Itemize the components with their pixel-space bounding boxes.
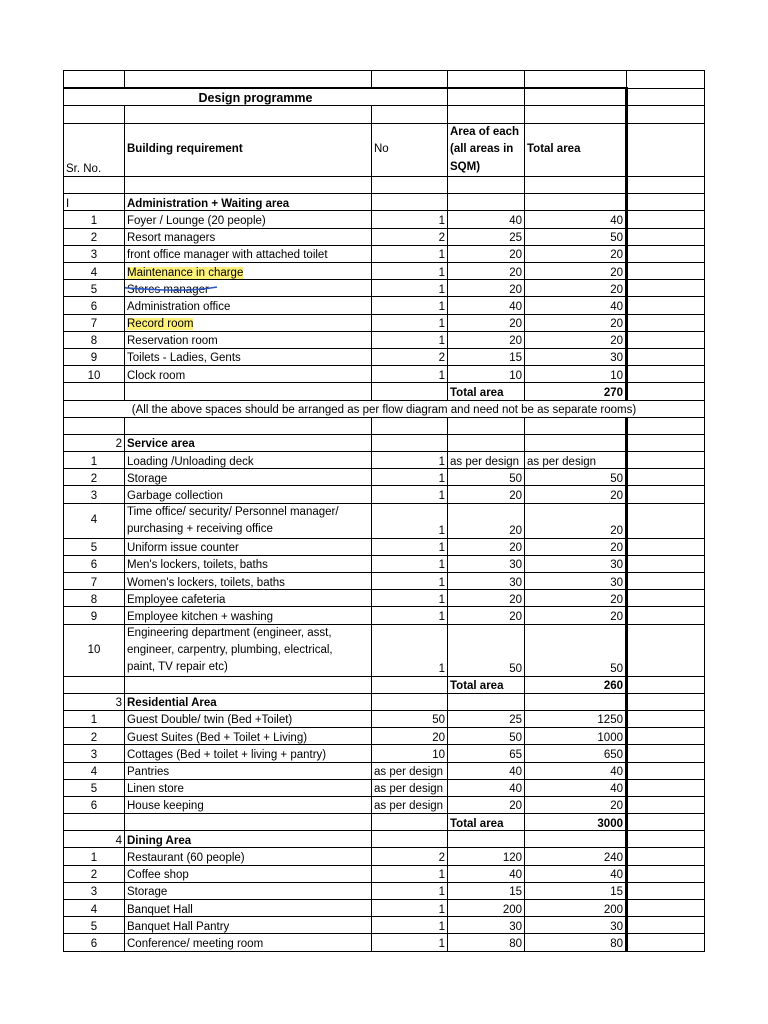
table-row <box>64 762 705 779</box>
row-total-area: 50 <box>525 228 627 245</box>
table-row <box>64 228 705 245</box>
row-area-each: 30 <box>448 555 525 572</box>
section-number: 2 <box>64 434 125 451</box>
header-no: No <box>372 123 448 177</box>
row-area-each: 120 <box>448 848 525 865</box>
row-count: as per design <box>372 762 448 779</box>
row-requirement: Garbage collection <box>125 486 372 503</box>
row-count: 2 <box>372 848 448 865</box>
row-sr-no: 4 <box>64 503 125 538</box>
section-number: 4 <box>64 831 125 848</box>
row-sr-no: 8 <box>64 590 125 607</box>
row-requirement: Stores manager <box>125 280 372 297</box>
row-requirement: Clock room <box>125 366 372 383</box>
row-count: 1 <box>372 538 448 555</box>
row-total-area: as per design <box>525 452 627 469</box>
section-name: Service area <box>125 434 372 451</box>
row-requirement: Foyer / Lounge (20 people) <box>125 211 372 228</box>
table-row <box>64 934 705 951</box>
row-count: as per design <box>372 796 448 813</box>
row-sr-no: 1 <box>64 848 125 865</box>
table-row <box>64 607 705 624</box>
table-row <box>64 297 705 314</box>
row-count: 20 <box>372 728 448 745</box>
row-count: 2 <box>372 348 448 365</box>
row-total-area: 20 <box>525 486 627 503</box>
total-row <box>64 383 705 400</box>
row-requirement: Banquet Hall Pantry <box>125 917 372 934</box>
table-row <box>64 590 705 607</box>
row-area-each: 200 <box>448 900 525 917</box>
row-requirement: Resort managers <box>125 228 372 245</box>
row-total-area: 40 <box>525 865 627 882</box>
header-building-requirement: Building requirement <box>125 123 372 177</box>
row-requirement: Men's lockers, toilets, baths <box>125 555 372 572</box>
total-value: 3000 <box>525 814 627 831</box>
row-count: 1 <box>372 486 448 503</box>
section-header-row <box>64 831 705 848</box>
row-count: 50 <box>372 710 448 727</box>
table-row <box>64 280 705 297</box>
row-total-area: 40 <box>525 211 627 228</box>
total-label: Total area <box>448 814 525 831</box>
row-requirement: Cottages (Bed + toilet + living + pantry) <box>125 745 372 762</box>
section-name: Administration + Waiting area <box>125 194 372 211</box>
row-count: 1 <box>372 882 448 899</box>
row-requirement: Administration office <box>125 297 372 314</box>
table-row <box>64 779 705 796</box>
row-count: 1 <box>372 469 448 486</box>
row-sr-no: 2 <box>64 728 125 745</box>
row-sr-no: 5 <box>64 917 125 934</box>
table-row <box>64 917 705 934</box>
table-row <box>64 503 705 538</box>
table-row <box>64 710 705 727</box>
row-area-each: 40 <box>448 297 525 314</box>
row-requirement: Employee cafeteria <box>125 590 372 607</box>
row-total-area: 30 <box>525 573 627 590</box>
row-area-each: 50 <box>448 624 525 676</box>
row-sr-no: 6 <box>64 555 125 572</box>
row-total-area: 20 <box>525 280 627 297</box>
row-requirement: Loading /Unloading deck <box>125 452 372 469</box>
table-row <box>64 452 705 469</box>
row-total-area: 20 <box>525 590 627 607</box>
row-sr-no: 9 <box>64 348 125 365</box>
row-sr-no: 4 <box>64 263 125 280</box>
row-count: 1 <box>372 555 448 572</box>
row-area-each: 15 <box>448 882 525 899</box>
row-count: 1 <box>372 366 448 383</box>
row-area-each: 15 <box>448 348 525 365</box>
empty-row <box>64 106 705 123</box>
table-row <box>64 366 705 383</box>
table-row <box>64 486 705 503</box>
row-total-area: 30 <box>525 917 627 934</box>
table-row <box>64 211 705 228</box>
row-requirement: Restaurant (60 people) <box>125 848 372 865</box>
row-sr-no: 10 <box>64 366 125 383</box>
row-total-area: 15 <box>525 882 627 899</box>
row-sr-no: 3 <box>64 882 125 899</box>
title-row <box>64 88 705 106</box>
row-sr-no: 6 <box>64 796 125 813</box>
row-area-each: 20 <box>448 590 525 607</box>
row-area-each: 40 <box>448 762 525 779</box>
row-total-area: 20 <box>525 607 627 624</box>
table-row <box>64 555 705 572</box>
row-total-area: 1250 <box>525 710 627 727</box>
row-total-area: 20 <box>525 503 627 538</box>
row-area-each: 20 <box>448 331 525 348</box>
row-requirement: Employee kitchen + washing <box>125 607 372 624</box>
row-area-each: 20 <box>448 314 525 331</box>
row-area-each: 80 <box>448 934 525 951</box>
table-row <box>64 624 705 676</box>
table-row <box>64 573 705 590</box>
row-count: 1 <box>372 280 448 297</box>
row-total-area: 40 <box>525 297 627 314</box>
header-row <box>64 123 705 177</box>
row-sr-no: 7 <box>64 314 125 331</box>
design-programme-table <box>63 70 705 952</box>
row-area-each: 30 <box>448 917 525 934</box>
row-sr-no: 10 <box>64 624 125 676</box>
empty-row <box>64 417 705 434</box>
row-count: 1 <box>372 573 448 590</box>
table-row <box>64 348 705 365</box>
row-count: 1 <box>372 263 448 280</box>
table-body <box>64 71 705 952</box>
row-sr-no: 2 <box>64 469 125 486</box>
row-total-area: 20 <box>525 796 627 813</box>
row-area-each: 20 <box>448 245 525 262</box>
table-row <box>64 728 705 745</box>
row-requirement: Guest Double/ twin (Bed +Toilet) <box>125 710 372 727</box>
row-sr-no: 3 <box>64 486 125 503</box>
row-requirement: Toilets - Ladies, Gents <box>125 348 372 365</box>
header-total-area: Total area <box>525 123 627 177</box>
row-area-each: 20 <box>448 263 525 280</box>
row-total-area: 650 <box>525 745 627 762</box>
empty-row <box>64 71 705 89</box>
row-area-each: 20 <box>448 280 525 297</box>
section-header-row <box>64 434 705 451</box>
row-total-area: 40 <box>525 779 627 796</box>
row-sr-no: 1 <box>64 452 125 469</box>
pen-strike-mark <box>125 280 225 296</box>
row-count: 2 <box>372 228 448 245</box>
section-header-row <box>64 693 705 710</box>
table-row <box>64 538 705 555</box>
row-sr-no: 4 <box>64 900 125 917</box>
row-requirement: Pantries <box>125 762 372 779</box>
row-sr-no: 6 <box>64 297 125 314</box>
table-row <box>64 469 705 486</box>
row-sr-no: 9 <box>64 607 125 624</box>
total-label: Total area <box>448 676 525 693</box>
row-count: 1 <box>372 900 448 917</box>
row-sr-no: 4 <box>64 762 125 779</box>
row-sr-no: 2 <box>64 865 125 882</box>
row-total-area: 20 <box>525 538 627 555</box>
row-total-area: 80 <box>525 934 627 951</box>
row-count: 1 <box>372 624 448 676</box>
row-total-area: 20 <box>525 331 627 348</box>
row-requirement: Linen store <box>125 779 372 796</box>
row-count: 1 <box>372 865 448 882</box>
row-count: 10 <box>372 745 448 762</box>
row-total-area: 50 <box>525 624 627 676</box>
row-requirement: Reservation room <box>125 331 372 348</box>
row-sr-no: 1 <box>64 710 125 727</box>
row-sr-no: 3 <box>64 745 125 762</box>
row-total-area: 20 <box>525 263 627 280</box>
empty-row <box>64 177 705 194</box>
row-area-each: 20 <box>448 538 525 555</box>
row-total-area: 30 <box>525 348 627 365</box>
row-total-area: 240 <box>525 848 627 865</box>
row-requirement: Conference/ meeting room <box>125 934 372 951</box>
row-requirement: front office manager with attached toilet <box>125 245 372 262</box>
row-requirement: House keeping <box>125 796 372 813</box>
row-sr-no: 5 <box>64 779 125 796</box>
row-total-area: 30 <box>525 555 627 572</box>
header-area-each: Area of each (all areas in SQM) <box>448 123 525 177</box>
row-count: 1 <box>372 211 448 228</box>
row-count: 1 <box>372 314 448 331</box>
section-number: I <box>64 194 125 211</box>
row-area-each: 20 <box>448 607 525 624</box>
row-area-each: 40 <box>448 865 525 882</box>
row-area-each: 10 <box>448 366 525 383</box>
row-area-each: 65 <box>448 745 525 762</box>
row-area-each: 25 <box>448 710 525 727</box>
table-row <box>64 331 705 348</box>
table-row <box>64 796 705 813</box>
table-row <box>64 900 705 917</box>
row-count: 1 <box>372 331 448 348</box>
row-requirement: Storage <box>125 469 372 486</box>
total-label: Total area <box>448 383 525 400</box>
total-row <box>64 676 705 693</box>
total-value: 260 <box>525 676 627 693</box>
row-sr-no: 3 <box>64 245 125 262</box>
table-row <box>64 865 705 882</box>
row-requirement: Engineering department (engineer, asst, engineer, carpentry, plumbing, electrical, paint, TV repair etc) <box>125 624 372 676</box>
row-sr-no: 8 <box>64 331 125 348</box>
row-total-area: 20 <box>525 245 627 262</box>
row-requirement: Time office/ security/ Personnel manager/ purchasing + receiving office <box>125 503 372 538</box>
total-row <box>64 814 705 831</box>
row-area-each: 20 <box>448 503 525 538</box>
row-requirement: Storage <box>125 882 372 899</box>
row-count: 1 <box>372 503 448 538</box>
row-requirement: Record room <box>125 314 372 331</box>
row-sr-no: 1 <box>64 211 125 228</box>
row-requirement: Women's lockers, toilets, baths <box>125 573 372 590</box>
row-area-each: 30 <box>448 573 525 590</box>
row-count: 1 <box>372 934 448 951</box>
row-area-each: 20 <box>448 486 525 503</box>
row-sr-no: 7 <box>64 573 125 590</box>
table-row <box>64 882 705 899</box>
table-row <box>64 263 705 280</box>
section-name: Dining Area <box>125 831 372 848</box>
row-count: 1 <box>372 917 448 934</box>
table-row <box>64 848 705 865</box>
row-area-each: 25 <box>448 228 525 245</box>
section-number: 3 <box>64 693 125 710</box>
row-sr-no: 6 <box>64 934 125 951</box>
page-title: Design programme <box>64 88 448 106</box>
note-row <box>64 400 705 417</box>
table-row <box>64 245 705 262</box>
row-total-area: 200 <box>525 900 627 917</box>
row-area-each: 50 <box>448 469 525 486</box>
row-total-area: 40 <box>525 762 627 779</box>
row-requirement: Uniform issue counter <box>125 538 372 555</box>
row-count: as per design <box>372 779 448 796</box>
section-name: Residential Area <box>125 693 372 710</box>
row-area-each: 20 <box>448 796 525 813</box>
row-total-area: 50 <box>525 469 627 486</box>
header-sr-no: Sr. No. <box>64 123 125 177</box>
row-count: 1 <box>372 607 448 624</box>
row-sr-no: 2 <box>64 228 125 245</box>
row-area-each: 40 <box>448 779 525 796</box>
row-area-each: as per design <box>448 452 525 469</box>
row-requirement: Coffee shop <box>125 865 372 882</box>
table-row <box>64 745 705 762</box>
row-count: 1 <box>372 245 448 262</box>
row-sr-no: 5 <box>64 280 125 297</box>
total-value: 270 <box>525 383 627 400</box>
row-requirement: Banquet Hall <box>125 900 372 917</box>
row-requirement: Maintenance in charge <box>125 263 372 280</box>
section-header-row <box>64 194 705 211</box>
row-total-area: 20 <box>525 314 627 331</box>
row-total-area: 1000 <box>525 728 627 745</box>
row-count: 1 <box>372 452 448 469</box>
row-count: 1 <box>372 590 448 607</box>
section-note: (All the above spaces should be arranged as per flow diagram and need not be as separate rooms) <box>64 400 705 417</box>
row-count: 1 <box>372 297 448 314</box>
table-row <box>64 314 705 331</box>
row-requirement: Guest Suites (Bed + Toilet + Living) <box>125 728 372 745</box>
row-total-area: 10 <box>525 366 627 383</box>
row-sr-no: 5 <box>64 538 125 555</box>
row-area-each: 50 <box>448 728 525 745</box>
row-area-each: 40 <box>448 211 525 228</box>
